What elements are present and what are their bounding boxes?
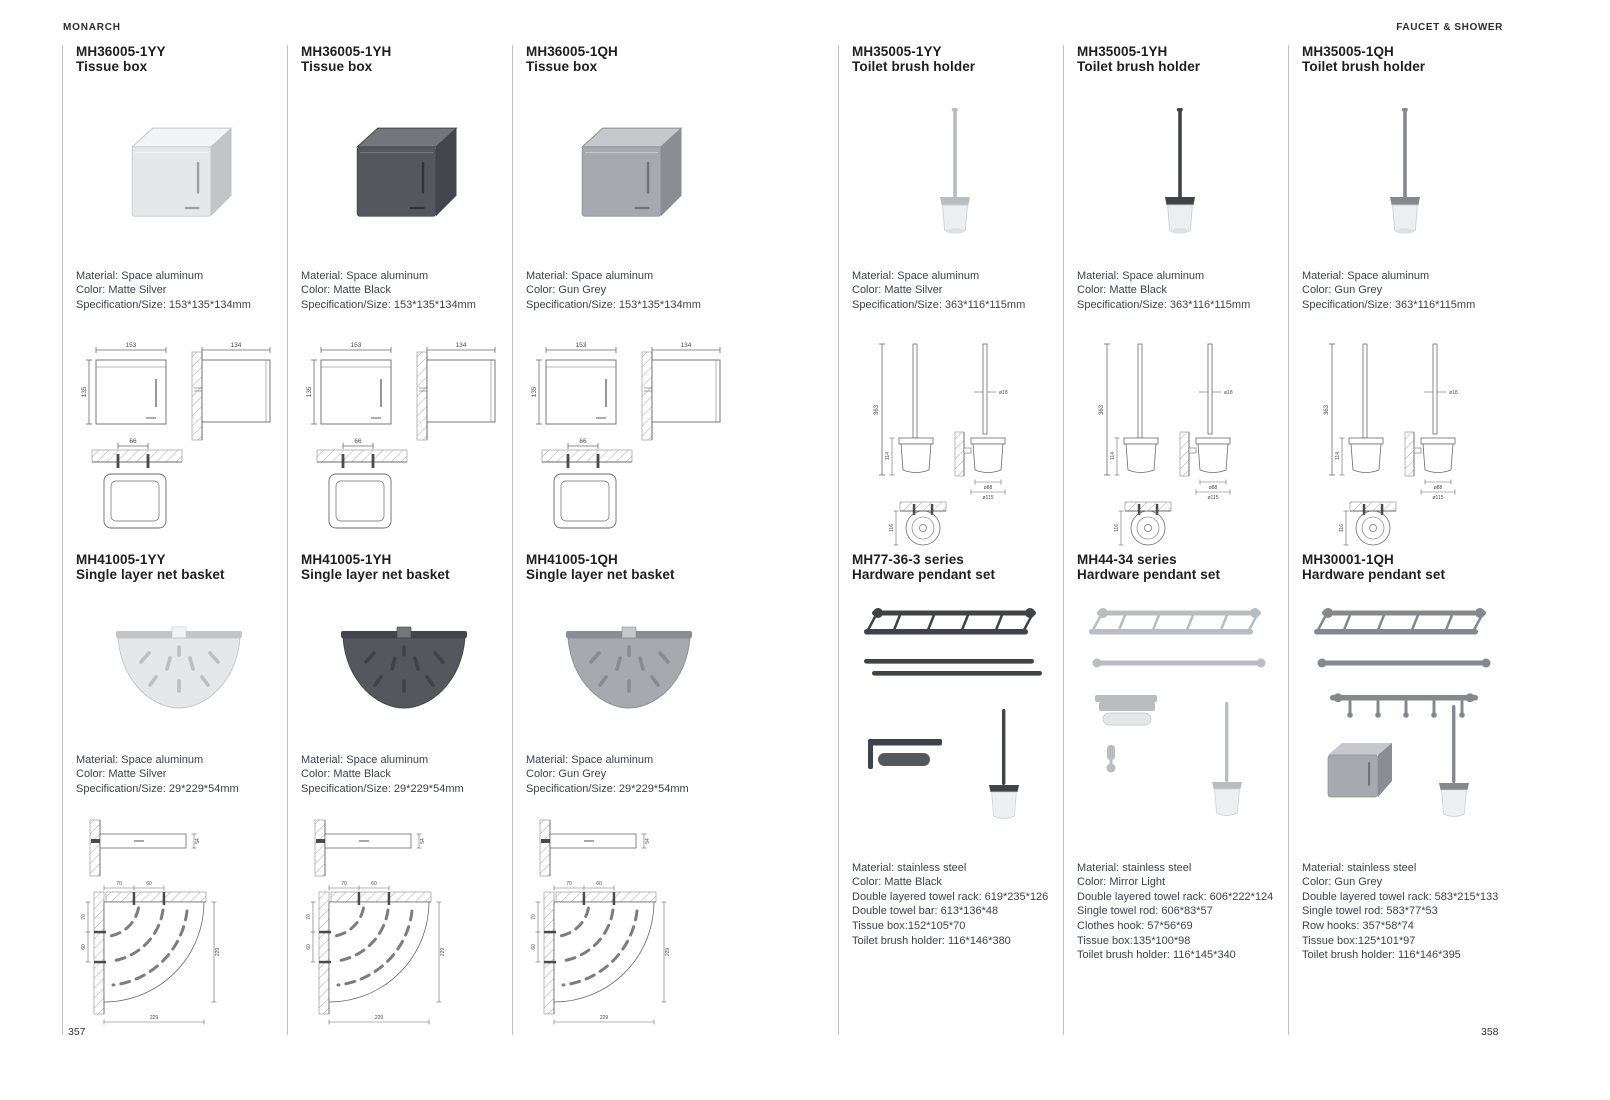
svg-text:66: 66 (129, 438, 137, 446)
svg-text:229: 229 (374, 1015, 384, 1022)
spec-line: Specification/Size: 153*135*134mm (526, 298, 701, 311)
spec-line: Material: stainless steel (1077, 861, 1192, 874)
product-cell (852, 45, 1057, 551)
product-name: Tissue box (301, 58, 373, 74)
right-page (838, 45, 1540, 1035)
product-cell (76, 553, 281, 1041)
spec-line: Single towel rod: 583*77*53 (1302, 905, 1438, 918)
product-specs (76, 753, 281, 797)
technical-drawing (301, 808, 506, 1041)
spec-line: Double layered towel rack: 583*215*133 (1302, 890, 1499, 903)
product-name: Single layer net basket (301, 566, 450, 582)
tissue-box-photo (329, 113, 479, 237)
spec-line: Specification/Size: 153*135*134mm (76, 298, 251, 311)
product-model: MH41005-1QH (526, 552, 618, 567)
technical-drawing (301, 334, 506, 544)
product-photo (852, 105, 1057, 245)
spec-line: Color: Matte Black (852, 876, 942, 889)
spec-line: Material: Space aluminum (1077, 269, 1205, 282)
spec-line: Color: Matte Black (1077, 284, 1167, 297)
svg-text:ø115: ø115 (1207, 495, 1219, 502)
spec-line: Toilet brush holder: 116*146*380 (852, 934, 1011, 947)
product-cell (301, 45, 506, 544)
product-cell (1077, 553, 1282, 963)
net-basket-photo (94, 609, 264, 719)
product-model: MH35005-1YH (1077, 44, 1168, 59)
technical-drawing (76, 808, 281, 1041)
product-photo (76, 599, 281, 729)
spec-line: Specification/Size: 363*116*115mm (1077, 298, 1251, 311)
svg-text:116: 116 (1114, 524, 1120, 533)
net-basket-photo (544, 609, 714, 719)
product-specs (526, 753, 731, 797)
spec-line: Material: Space aluminum (852, 269, 980, 282)
product-cell (76, 45, 281, 544)
net-basket-drawing (301, 808, 501, 1036)
product-name: Toilet brush holder (1077, 58, 1201, 74)
product-specs (301, 269, 506, 313)
page-number-right: 358 (1481, 1026, 1499, 1038)
svg-text:ø115: ø115 (982, 495, 994, 502)
product-cell (301, 553, 506, 1041)
spec-line: Specification/Size: 29*229*54mm (76, 782, 239, 795)
net-basket-photo (319, 609, 489, 719)
svg-text:ø18: ø18 (1224, 390, 1233, 397)
product-model: MH41005-1YH (301, 552, 392, 567)
svg-text:116: 116 (889, 524, 895, 533)
spec-line: Material: stainless steel (1302, 861, 1417, 874)
spec-line: Color: Matte Black (301, 768, 391, 781)
product-specs (1077, 269, 1282, 313)
svg-text:60: 60 (306, 944, 312, 951)
product-photo (852, 597, 1057, 847)
spec-line: Color: Matte Silver (76, 768, 167, 781)
svg-text:114: 114 (1335, 452, 1341, 461)
product-specs (1302, 269, 1507, 313)
product-column (838, 45, 1063, 1035)
svg-text:134: 134 (680, 342, 692, 350)
product-specs (852, 861, 1057, 949)
spec-line: Double towel bar: 613*136*48 (852, 905, 999, 918)
product-cell (526, 45, 731, 544)
spec-line: Color: Matte Silver (852, 284, 943, 297)
svg-text:229: 229 (599, 1015, 609, 1022)
toilet-brush-drawing (852, 334, 1052, 546)
svg-text:ø88: ø88 (1208, 485, 1218, 492)
page-number-left: 357 (68, 1026, 86, 1038)
product-model: MH36005-1QH (526, 44, 618, 59)
product-column (62, 45, 287, 1035)
spec-line: Clothes hook: 57*56*69 (1077, 920, 1193, 933)
svg-text:ø115: ø115 (1432, 495, 1444, 502)
spec-line: Specification/Size: 363*116*115mm (852, 298, 1026, 311)
product-model: MH77-36-3 series (852, 552, 964, 567)
spec-line: Material: Space aluminum (301, 753, 429, 766)
product-column (1063, 45, 1288, 1035)
product-name: Hardware pendant set (1302, 566, 1446, 582)
tissue-box-drawing (526, 334, 726, 539)
product-cell (1077, 45, 1282, 551)
brand-label: MONARCH (63, 22, 121, 33)
product-photo (1302, 597, 1507, 847)
toilet-brush-photo (1360, 105, 1450, 245)
svg-text:134: 134 (455, 342, 467, 350)
svg-text:54: 54 (645, 838, 651, 845)
svg-text:363: 363 (1099, 405, 1105, 416)
svg-text:229: 229 (440, 948, 446, 957)
product-name: Tissue box (76, 58, 148, 74)
svg-text:153: 153 (350, 342, 362, 350)
svg-text:60: 60 (596, 881, 602, 888)
technical-drawing (526, 808, 731, 1041)
net-basket-drawing (76, 808, 276, 1036)
technical-drawing (852, 334, 1057, 551)
svg-text:ø88: ø88 (1433, 485, 1443, 492)
svg-text:135: 135 (306, 387, 313, 398)
svg-text:135: 135 (531, 387, 538, 398)
spec-line: Toilet brush holder: 116*146*395 (1302, 949, 1461, 962)
product-column (512, 45, 737, 1035)
svg-text:70: 70 (531, 914, 537, 921)
technical-drawing (76, 334, 281, 544)
net-basket-drawing (526, 808, 726, 1036)
product-column (1288, 45, 1513, 1035)
svg-text:54: 54 (195, 838, 201, 845)
product-name: Tissue box (526, 58, 598, 74)
spec-line: Tissue box:125*101*97 (1302, 934, 1416, 947)
spec-line: Color: Mirror Light (1077, 876, 1166, 889)
svg-text:ø18: ø18 (999, 390, 1008, 397)
svg-text:66: 66 (579, 438, 587, 446)
product-model: MH30001-1QH (1302, 552, 1394, 567)
spec-line: Specification/Size: 363*116*115mm (1302, 298, 1476, 311)
product-specs (852, 269, 1057, 313)
product-column (287, 45, 512, 1035)
product-cell (1302, 45, 1507, 551)
product-photo (526, 599, 731, 729)
technical-drawing (526, 334, 731, 544)
product-photo (301, 599, 506, 729)
tissue-box-drawing (301, 334, 501, 539)
svg-text:114: 114 (1110, 452, 1116, 461)
product-specs (1302, 861, 1507, 963)
product-model: MH36005-1YY (76, 44, 166, 59)
svg-text:ø18: ø18 (1449, 390, 1458, 397)
category-label: FAUCET & SHOWER (1396, 22, 1503, 33)
tissue-box-photo (554, 113, 704, 237)
product-specs (301, 753, 506, 797)
svg-text:70: 70 (116, 881, 122, 888)
svg-text:60: 60 (146, 881, 152, 888)
spec-line: Color: Gun Grey (1302, 876, 1383, 889)
product-photo (1302, 105, 1507, 245)
spec-line: Material: stainless steel (852, 861, 967, 874)
tissue-box-photo (104, 113, 254, 237)
spec-line: Color: Gun Grey (526, 284, 607, 297)
spec-line: Toilet brush holder: 116*145*340 (1077, 949, 1236, 962)
product-cell (852, 553, 1057, 948)
spec-line: Single towel rod: 606*83*57 (1077, 905, 1213, 918)
product-name: Single layer net basket (76, 566, 225, 582)
spec-line: Material: Space aluminum (76, 753, 204, 766)
svg-text:363: 363 (1324, 405, 1330, 416)
spec-line: Material: Space aluminum (301, 269, 429, 282)
spec-line: Color: Matte Silver (76, 284, 167, 297)
pendant-set-photo (1077, 597, 1277, 847)
spec-line: Double layered towel rack: 619*235*126 (852, 890, 1049, 903)
toilet-brush-photo (910, 105, 1000, 245)
toilet-brush-drawing (1302, 334, 1502, 546)
spec-line: Tissue box:152*105*70 (852, 920, 966, 933)
svg-text:60: 60 (531, 944, 537, 951)
toilet-brush-photo (1135, 105, 1225, 245)
svg-text:70: 70 (341, 881, 347, 888)
svg-text:ø88: ø88 (983, 485, 993, 492)
svg-text:229: 229 (665, 948, 671, 957)
product-photo (1077, 105, 1282, 245)
spec-line: Specification/Size: 29*229*54mm (526, 782, 689, 795)
product-photo (1077, 597, 1282, 847)
product-photo (76, 105, 281, 245)
svg-text:54: 54 (420, 838, 426, 845)
product-name: Hardware pendant set (852, 566, 996, 582)
product-specs (1077, 861, 1282, 963)
svg-text:70: 70 (81, 914, 87, 921)
pendant-set-photo (852, 597, 1052, 847)
product-specs (76, 269, 281, 313)
svg-text:116: 116 (1339, 524, 1345, 533)
product-name: Hardware pendant set (1077, 566, 1221, 582)
svg-text:60: 60 (81, 944, 87, 951)
spec-line: Specification/Size: 153*135*134mm (301, 298, 476, 311)
svg-text:153: 153 (125, 342, 137, 350)
svg-text:114: 114 (885, 452, 891, 461)
svg-text:70: 70 (306, 914, 312, 921)
product-model: MH35005-1QH (1302, 44, 1394, 59)
product-model: MH44-34 series (1077, 552, 1177, 567)
product-model: MH35005-1YY (852, 44, 942, 59)
product-cell (526, 553, 731, 1041)
product-model: MH41005-1YY (76, 552, 166, 567)
product-name: Toilet brush holder (852, 58, 976, 74)
svg-text:153: 153 (575, 342, 587, 350)
tissue-box-drawing (76, 334, 276, 539)
spec-line: Material: Space aluminum (1302, 269, 1430, 282)
pendant-set-photo (1302, 597, 1502, 847)
svg-text:70: 70 (566, 881, 572, 888)
product-model: MH36005-1YH (301, 44, 392, 59)
svg-text:135: 135 (81, 387, 88, 398)
svg-text:134: 134 (230, 342, 242, 350)
spec-line: Material: Space aluminum (76, 269, 204, 282)
product-name: Single layer net basket (526, 566, 675, 582)
svg-text:229: 229 (149, 1015, 159, 1022)
svg-text:363: 363 (874, 405, 880, 416)
product-photo (526, 105, 731, 245)
product-cell (1302, 553, 1507, 963)
left-page (62, 45, 812, 1035)
svg-text:66: 66 (354, 438, 362, 446)
toilet-brush-drawing (1077, 334, 1277, 546)
technical-drawing (1077, 334, 1282, 551)
product-specs (526, 269, 731, 313)
spec-line: Specification/Size: 29*229*54mm (301, 782, 464, 795)
spec-line: Tissue box:135*100*98 (1077, 934, 1191, 947)
product-photo (301, 105, 506, 245)
spec-line: Color: Gun Grey (1302, 284, 1383, 297)
svg-text:229: 229 (215, 948, 221, 957)
product-name: Toilet brush holder (1302, 58, 1426, 74)
spec-line: Row hooks: 357*58*74 (1302, 920, 1414, 933)
svg-text:60: 60 (371, 881, 377, 888)
spec-line: Color: Matte Black (301, 284, 391, 297)
spec-line: Color: Gun Grey (526, 768, 607, 781)
spec-line: Material: Space aluminum (526, 753, 654, 766)
spec-line: Double layered towel rack: 606*222*124 (1077, 890, 1274, 903)
technical-drawing (1302, 334, 1507, 551)
spec-line: Material: Space aluminum (526, 269, 654, 282)
